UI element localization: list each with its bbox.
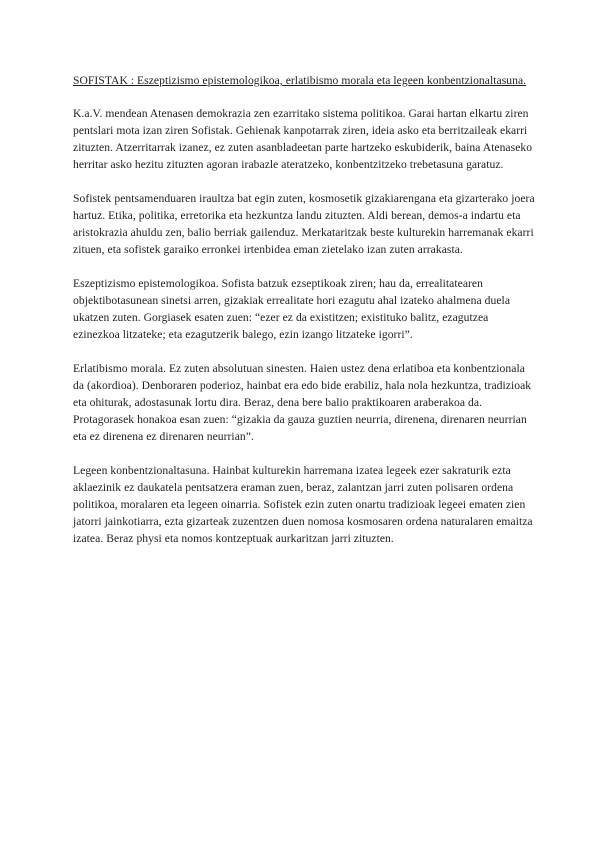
paragraph-intro: K.a.V. mendean Atenasen demokrazia zen ezarritako sistema politikoa. Garai hartan elkartu ziren pentslari mota izan ziren Sofistak. Gehienak kanpotarrak ziren, ideia asko eta berritzaileak ekarri zituzten. Atzerritarrak izanez, ez zuten asanbladeetan parte hartzeko eskubiderik, baina Atenaseko herritar asko hezitu zituzten agoran irabazle ateratzeko, konbentzitzeko trebetasuna garatuz. [73,107,533,171]
document-body [73,72,535,564]
paragraph-legeen-konbentzionaltasuna: Legeen konbentzionaltasuna. Hainbat kulturekin harremana izatea legeek ezer sakraturik ezta aklaezinik ez daukatela pentsatzera eraman zuen, beraz, zalantzan jarri zuten polisaren ordena politikoa, moralaren eta legeen oinarria. Sofistek ezin zuten onartu tradizioak legeei ematen zien jatorri jainkotiarra, ezta gizarteak zuzentzen duen nomosa kosmosaren ordena naturalaren emaitza izatea. Beraz physi eta nomos kontzeptuak aurkaritzan jarri zituzten. [73,464,533,545]
paragraph-eszeptizismo-epistemologikoa: Eszeptizismo epistemologikoa. Sofista batzuk ezseptikoak ziren; hau da, errealitatearen objektibotasunean sinetsi arren, gizakiak errealitate hori ezagutu ahal izateko ahalmena duela ukatzen zuten. Gorgiasek esaten zuen: “ezer ez da existitzen; existituko balitz, ezagutzea ezinezkoa litzateke; eta ezagutzerik balego, ezin izango litzateke igorri”. [73,277,511,341]
paragraph-erlatibismo-morala: Erlatibismo morala. Ez zuten absolutuan sinesten. Haien ustez dena erlatiboa eta konbentzionala da (akordioa). Denboraren poderioz, hainbat era edo bide erabiliz, hala nola hezkuntza, tradizioak eta ohiturak, adostasunak lortu dira. Beraz, dena bere balio praktikoaren araberakoa da. Protagorasek honakoa esan zuen: “gizakia da gauza guztien neurria, direnena, direnaren neurrian eta ez direnena ez direnaren neurrian”. [73,362,532,443]
paragraph-sofistek-pentsamendua: Sofistek pentsamenduaren iraultza bat egin zuten, kosmosetik gizakiarengana eta gizarterako joera hartuz. Etika, politika, erretorika eta hezkuntza landu zituzten. Aldi berean, demos-a indartu eta aristokrazia ahuldu zen, balio berriak gailenduz. Merkataritzak beste kulturekin harremanak ekarri zituen, eta sofistek garaiko erronkei irtenbidea eman zietelako izan zuten arrakasta. [73,192,535,256]
document-title: SOFISTAK : Eszeptizismo epistemologikoa, erlatibismo morala eta legeen konbentzionaltasuna. [73,74,527,87]
